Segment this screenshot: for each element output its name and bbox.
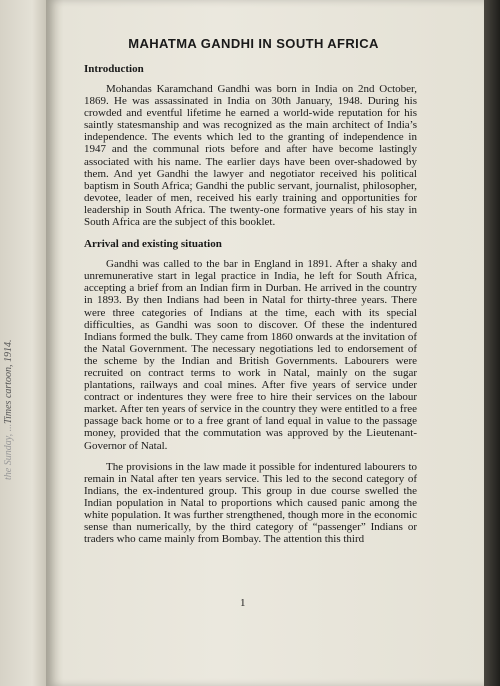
section-heading-arrival: Arrival and existing situation — [84, 238, 222, 251]
arrival-paragraph-2: The provisions in the law made it possible for indentured labourers to remain in Natal after ten years service. This led to the second category of Indians, the ex-indentured group. This group in due course swelled the Indian population in Natal to proportions which caused panic among the white population. It was further strengthened, though more in the economic sense than numerically, by the third category of “passenger” Indians or traders who came mainly from Bombay. The attention this third — [84, 460, 417, 546]
left-page-edge — [0, 0, 46, 686]
document-title: MAHATMA GANDHI IN SOUTH AFRICA — [128, 36, 379, 51]
arrival-paragraph-1: Gandhi was called to the bar in England in 1891. After a shaky and unremunerative start in legal practice in India, he left for South Africa, accepting a brief from an Indian firm in Durban. He arrived in the country in 1893. By then Indians had been in Natal for thirty-three years. There were three categories of Indians at the time, each with its special difficulties, as Gandhi was soon to discover. Of these the indentured Indians formed the bulk. They came from 1860 onwards at the invitation of the Natal Government. The necessary negotiations led to endorsement of the scheme by the Indian and British Governments. Labourers were recruited on contract terms to work in Natal, mainly on the sugar plantations, railways and coal mines. After five years of service under contract or indentures they were free to hire their services on the labour market. After ten years of service in the country they were entitled to a free passage back home or to a free grant of land equal in value to the passage money, provided that the commutation was approved by the Lieutenant-Governor of Natal. — [84, 258, 417, 452]
page-number: 1 — [240, 597, 246, 609]
section-heading-introduction: Introduction — [84, 63, 144, 75]
page-edge-shadow — [484, 0, 500, 686]
cartoon-caption: Times cartoon, 1914. — [3, 339, 14, 424]
left-page-caption — [3, 200, 23, 480]
introduction-paragraph: Mohandas Karamchand Gandhi was born in India on 2nd October, 1869. He was assassinated in India on 30th January, 1948. During his crowded and eventful lifetime he earned a world-wide reputation for his saintly statesmanship and was recognized as the main architect of India’s independence. The events which led to the granting of independence in 1947 and the communal riots before and after have become lastingly associated with his name. The earlier days have been over-shadowed by them. And yet Gandhi the lawyer and negotiator received his political baptism in South Africa; Gandhi the public servant, journalist, philosopher, devotee, leader of men, received his early training and opportunities for leadership in South Africa. The twenty-one formative years of his stay in South Africa are the subject of this booklet. — [84, 83, 417, 229]
page-content — [84, 36, 417, 545]
left-page-cut-text: the Sunday, ... — [3, 423, 14, 480]
